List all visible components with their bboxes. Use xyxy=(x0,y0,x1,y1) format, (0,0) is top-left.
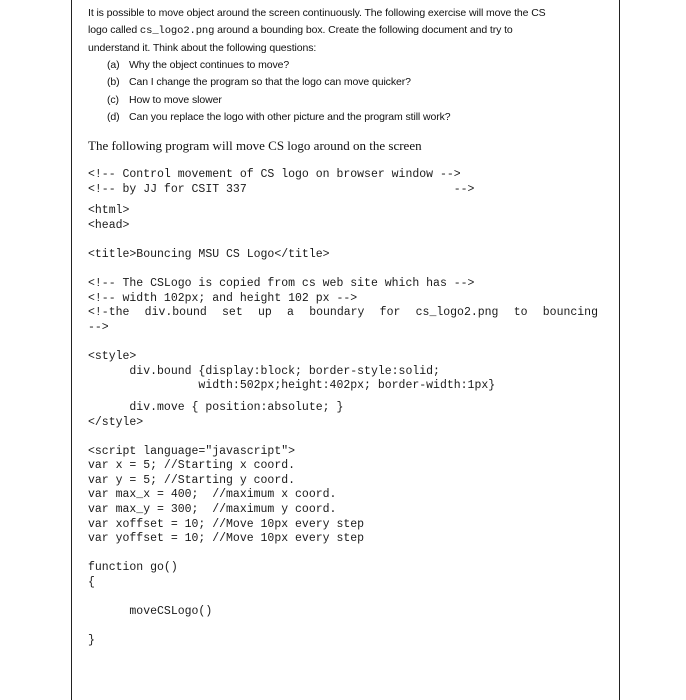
code-line: { xyxy=(88,576,95,590)
question-text: Why the object continues to move? xyxy=(129,59,290,71)
section-title: The following program will move CS logo around on the screen xyxy=(88,138,422,153)
intro-line-2-end: around a bounding box. Create the following document and try to xyxy=(214,24,513,36)
code-listing xyxy=(88,168,598,649)
code-line: var max_x = 400; //maximum x coord. xyxy=(88,488,337,502)
code-line: var x = 5; //Starting x coord. xyxy=(88,459,296,473)
question-text: Can I change the program so that the logo can move quicker? xyxy=(129,76,411,89)
code-line: --> xyxy=(88,320,109,334)
code-line: <!-- The CSLogo is copied from cs web site which has --> xyxy=(88,277,475,291)
logo-filename: cs_logo2.png xyxy=(139,25,215,37)
code-line: <!-- Control movement of CS logo on browser window --> xyxy=(88,168,461,181)
code-line: <script language="javascript"> xyxy=(88,444,296,458)
question-label: (d) xyxy=(107,110,120,123)
code-line: </style> xyxy=(88,415,144,429)
code-line: <!-the div.bound set up a boundary for cs_logo2.png to bouncing xyxy=(88,306,598,320)
code-line: <head> xyxy=(88,218,130,232)
questions-list xyxy=(88,57,598,126)
question-text: Can you replace the logo with other picture and the program still work? xyxy=(129,110,451,123)
intro-line-2 xyxy=(88,22,598,40)
question-label: (a) xyxy=(107,59,120,71)
code-line: } xyxy=(88,634,95,648)
question-item xyxy=(88,92,598,109)
code-line: <title>Bouncing MSU CS Logo</title> xyxy=(88,247,330,261)
code-line: var yoffset = 10; //Move 10px every step xyxy=(88,532,365,546)
code-line: <!-- width 102px; and height 102 px --> xyxy=(88,291,358,305)
question-item xyxy=(88,74,598,91)
code-line: width:502px;height:402px; border-width:1px} xyxy=(88,379,496,393)
code-line: <html> xyxy=(88,204,130,218)
code-line: div.move { position:absolute; } xyxy=(88,400,344,414)
intro-text xyxy=(88,5,598,126)
code-line: div.bound {display:block; border-style:solid; xyxy=(88,364,440,378)
code-line: var y = 5; //Starting y coord. xyxy=(88,473,296,487)
question-item xyxy=(88,109,598,126)
code-line: moveCSLogo() xyxy=(88,605,213,619)
question-label: (b) xyxy=(107,76,120,89)
code-line: <style> xyxy=(88,350,137,364)
question-label: (c) xyxy=(107,93,119,106)
question-item xyxy=(88,57,598,74)
code-line: var xoffset = 10; //Move 10px every step xyxy=(88,517,365,531)
question-text: How to move slower xyxy=(129,93,222,106)
code-line: var max_y = 300; //maximum y coord. xyxy=(88,503,337,517)
code-line: <!-- by JJ for CSIT 337 --> xyxy=(88,182,475,196)
intro-line-2-start: logo called xyxy=(88,24,140,36)
code-line: function go() xyxy=(88,561,178,575)
intro-line-1: It is possible to move object around the screen continuously. The following exercise will move the CS xyxy=(88,7,546,19)
intro-line-3: understand it. Think about the following questions: xyxy=(88,42,317,54)
